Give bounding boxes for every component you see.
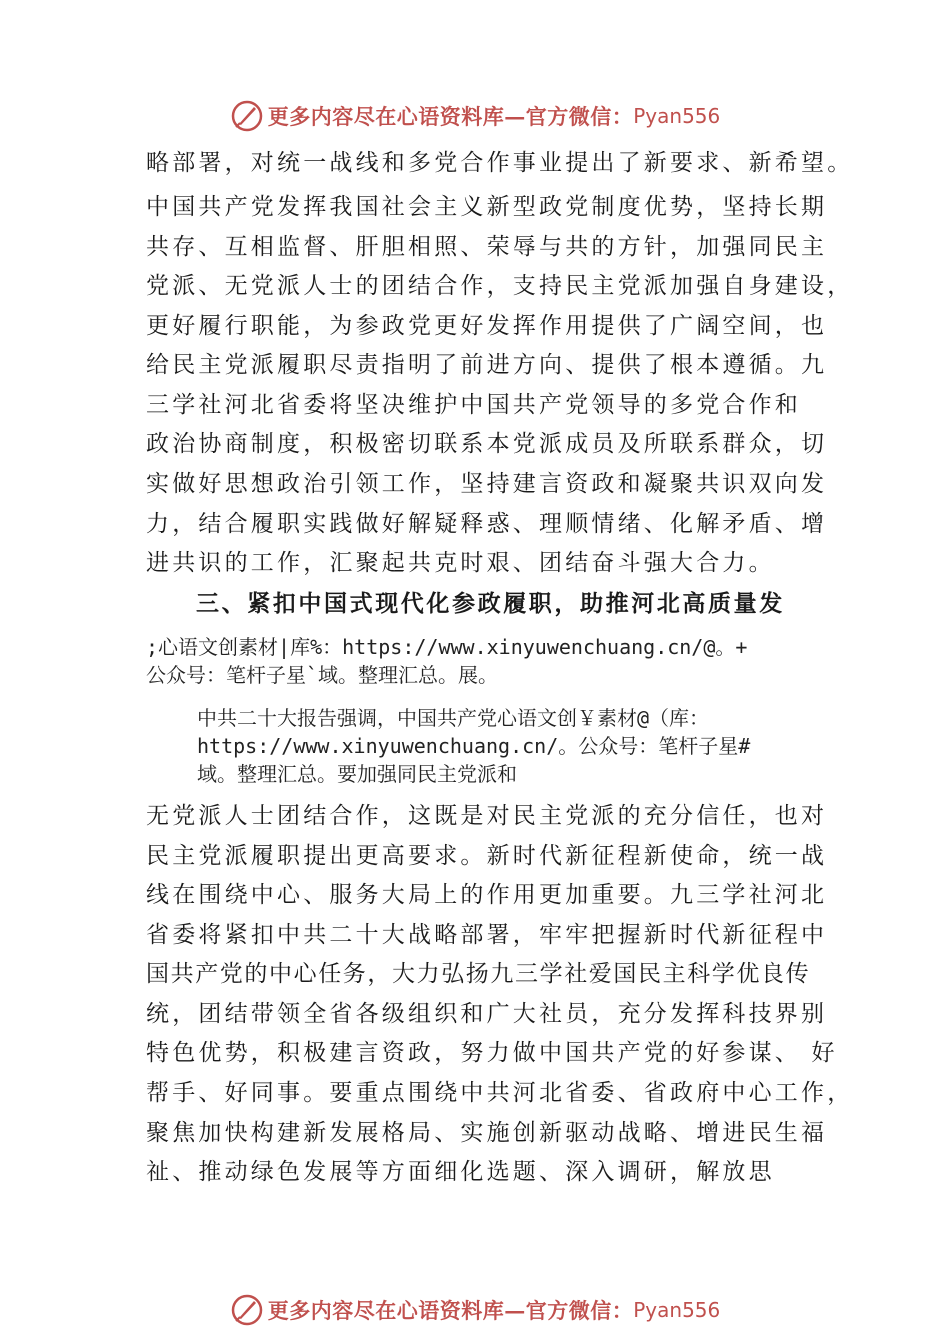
text-line: 三学社河北省委将坚决维护中国共产党领导的多党合作和	[146, 392, 801, 418]
banner-text: 更多内容尽在心语资料库—官方微信：	[267, 1298, 634, 1323]
text-line: 实做好思想政治引领工作，坚持建言资政和凝聚共识双向发	[146, 471, 828, 497]
text-line: 政治协商制度，积极密切联系本党派成员及所联系群众，切	[146, 431, 828, 457]
text-line: 略部署，对统一战线和多党合作事业提出了新要求、新希望。	[146, 150, 854, 176]
quill-logo-icon	[230, 99, 264, 133]
section-heading: 三、紧扣中国式现代化参政履职，助推河北高质量发	[196, 590, 785, 617]
text-line: 线在围绕中心、服务大局上的作用更加重要。九三学社河北	[146, 882, 828, 908]
banner-handle: Pyan556	[633, 1298, 721, 1322]
quill-logo-icon	[230, 1293, 264, 1327]
text-line: 进共识的工作，汇聚起共克时艰、团结奋斗强大合力。	[146, 550, 775, 576]
text-line: 党派、无党派人士的团结合作，支持民主党派加强自身建设，	[146, 273, 854, 299]
text-line: 民主党派履职提出更高要求。新时代新征程新使命，统一战	[146, 843, 828, 869]
inserted-line: 域。整理汇总。要加强同民主党派和	[197, 762, 517, 786]
text-line: 祉、推动绿色发展等方面细化选题、深入调研，解放思	[146, 1159, 775, 1185]
text-line: 特色优势，积极建言资政，努力做中国共产党的好参谋、 好	[146, 1040, 838, 1066]
text-line: 无党派人士团结合作，这既是对民主党派的充分信任，也对	[146, 803, 828, 829]
inserted-line: ;心语文创素材|库%：https://www.xinyuwenchuang.cn/@。+	[146, 635, 748, 659]
banner-text: 更多内容尽在心语资料库—官方微信：	[267, 104, 634, 129]
text-line: 力，结合履职实践做好解疑释惑、理顺情绪、化解矛盾、增	[146, 511, 828, 537]
banner-handle: Pyan556	[633, 104, 721, 128]
footer-banner	[0, 1288, 950, 1332]
text-line: 聚焦加快构建新发展格局、实施创新驱动战略、增进民生福	[146, 1120, 828, 1146]
inserted-line: 中共二十大报告强调，中国共产党心语文创￥素材@（库：	[197, 706, 710, 730]
text-line: 共存、互相监督、肝胆相照、荣辱与共的方针，加强同民主	[146, 234, 828, 260]
text-line: 给民主党派履职尽责指明了前进方向、提供了根本遵循。九	[146, 352, 828, 378]
text-line: 省委将紧扣中共二十大战略部署，牢牢把握新时代新征程中	[146, 922, 828, 948]
header-banner	[0, 94, 950, 138]
text-line: 中国共产党发挥我国社会主义新型政党制度优势，坚持长期	[146, 194, 828, 220]
inserted-line: https://www.xinyuwenchuang.cn/。公众号：笔杆子星#	[197, 734, 751, 758]
text-line: 国共产党的中心任务，大力弘扬九三学社爱国民主科学优良传	[146, 961, 811, 987]
inserted-line: 公众号：笔杆子星`域。整理汇总。展。	[146, 663, 499, 687]
text-line: 帮手、好同事。要重点围绕中共河北省委、省政府中心工作，	[146, 1080, 854, 1106]
text-line: 更好履行职能，为参政党更好发挥作用提供了广阔空间，也	[146, 313, 828, 339]
text-line: 统，团结带领全省各级组织和广大社员，充分发挥科技界别	[146, 1001, 828, 1027]
